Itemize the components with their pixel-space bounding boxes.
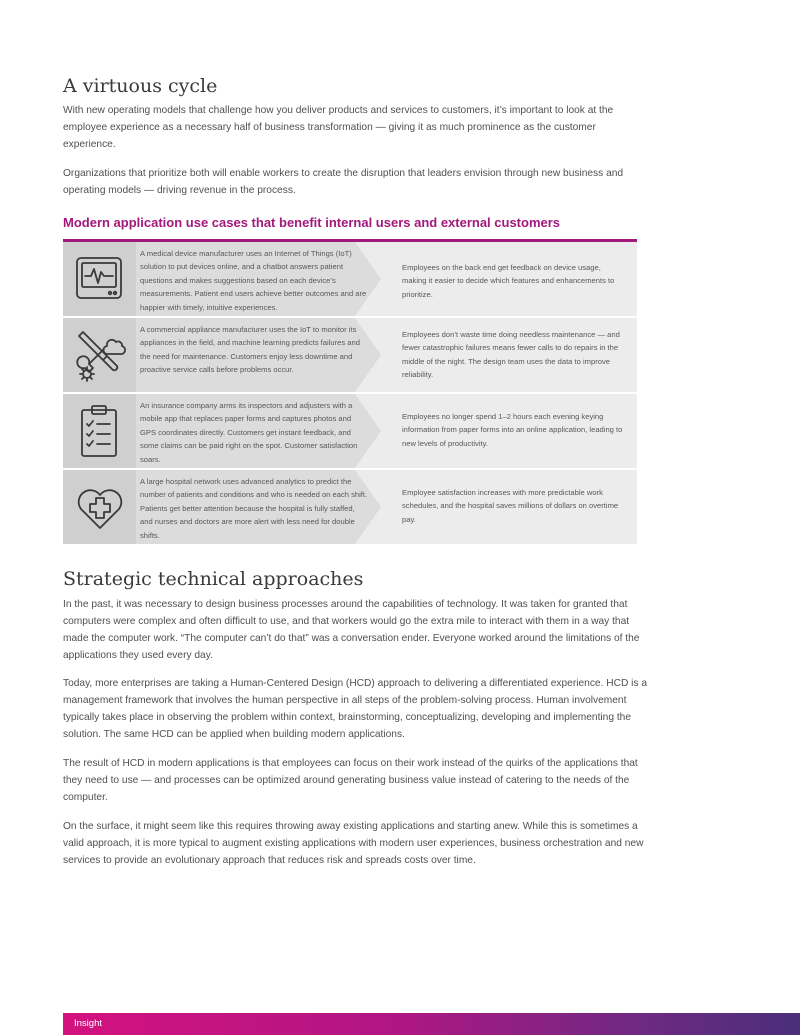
row-employee-text: Employees no longer spend 1–2 hours each evening keying information from paper forms into an online application, leading to new levels of productivity. — [402, 412, 623, 448]
paragraph: Organizations that prioritize both will enable workers to create the disruption that leaders envision through new business and operating models — driving revenue in the process. — [63, 168, 624, 196]
row-employee-text: Employees on the back end get feedback on device usage, making it easier to decide which features and enhancements to prioritize. — [402, 263, 615, 299]
icon-cell — [63, 242, 136, 316]
paragraph: Today, more enterprises are taking a Human-Centered Design (HCD) approach to delivering a differentiated experience. HCD is a management framework that involves the human perspective in all steps of the problem-solving process. Human involvement typically takes place in observing the problem within context, brainstorming, conceptualizing, developing and implementing the solution. The same HCD can be applied when building modern applications. — [63, 678, 647, 740]
row-employee-text: Employees don’t waste time doing needless maintenance — and fewer catastrophic failures means fewer calls to do repairs in the middle of the night. The design team uses the data to improve reliability. — [402, 330, 620, 380]
row-customer-text: A large hospital network uses advanced analytics to predict the number of patients and conditions and who is needed on each shift. Patients get better attention because the hospital is fully staffed, and nurses and doctors are more alert with less need for double shifts. — [140, 477, 368, 540]
footer-bar — [63, 1013, 800, 1035]
paragraph: On the surface, it might seem like this requires throwing away existing applications and starting anew. While this is sometimes a valid approach, it is more typical to augment existing applications with modern user experiences, business orchestration and new services to provide an evolutionary approach that reduces risk and spreads costs over time. — [63, 821, 644, 866]
icon-cell — [63, 470, 136, 544]
table-row — [63, 470, 637, 546]
row-customer-text: A medical device manufacturer uses an Internet of Things (IoT) solution to put devices online, and a chatbot answers patient questions and makes suggestions based on each device’s measurements. Patient end users achieve better outcomes and are happier with timely, intuitive experiences. — [140, 249, 367, 312]
row-customer-text: An insurance company arms its inspectors and adjusters with a mobile app that replaces paper forms and captures photos and GPS coordinates directly. Customers get instant feedback, and some claims can be paid right on the spot. Customer satisfaction soars. — [140, 401, 358, 464]
table-row — [63, 318, 637, 394]
use-case-table — [63, 239, 637, 546]
heart-cross-icon — [73, 480, 127, 534]
icon-cell — [63, 318, 136, 392]
section-heading-strategic-approaches: Strategic technical approaches — [63, 568, 364, 590]
paragraph: The result of HCD in modern applications is that employees can focus on their work instead of the quirks of the applications that they need to use — and processes can be optimized around generating business value instead of catering to the needs of the computer. — [63, 758, 638, 803]
table-row — [63, 394, 637, 470]
paragraph: With new operating models that challenge how you deliver products and services to customers, it’s important to look at the employee experience as a necessary half of business transformation — giving it as much prominence as the customer experience. — [63, 105, 614, 150]
row-employee-text: Employee satisfaction increases with more predictable work schedules, and the hospital saves millions of dollars on overtime pay. — [402, 488, 619, 524]
medical-monitor-icon — [73, 252, 125, 306]
table-title: Modern application use cases that benefit internal users and external customers — [63, 215, 561, 230]
paragraph: In the past, it was necessary to design business processes around the capabilities of technology. It was taken for granted that computers were complex and often difficult to use, and that workers would go the extra mile to interact with them in a way that made the computer work. “The computer can’t do that” was a conversation ender. Everyone worked around the limitations of the applications they used every day. — [63, 599, 640, 661]
tools-cloud-gear-icon — [73, 328, 127, 382]
footer-brand-label: Insight — [74, 1018, 102, 1029]
clipboard-checklist-icon — [73, 404, 125, 460]
table-row — [63, 242, 637, 318]
section-heading-virtuous-cycle: A virtuous cycle — [63, 75, 218, 97]
row-customer-text: A commercial appliance manufacturer uses the IoT to monitor its appliances in the field, and machine learning predicts failures and the need for maintenance. Customers enjoy less downtime and proactive service calls before problems occur. — [140, 325, 360, 375]
icon-cell — [63, 394, 136, 468]
